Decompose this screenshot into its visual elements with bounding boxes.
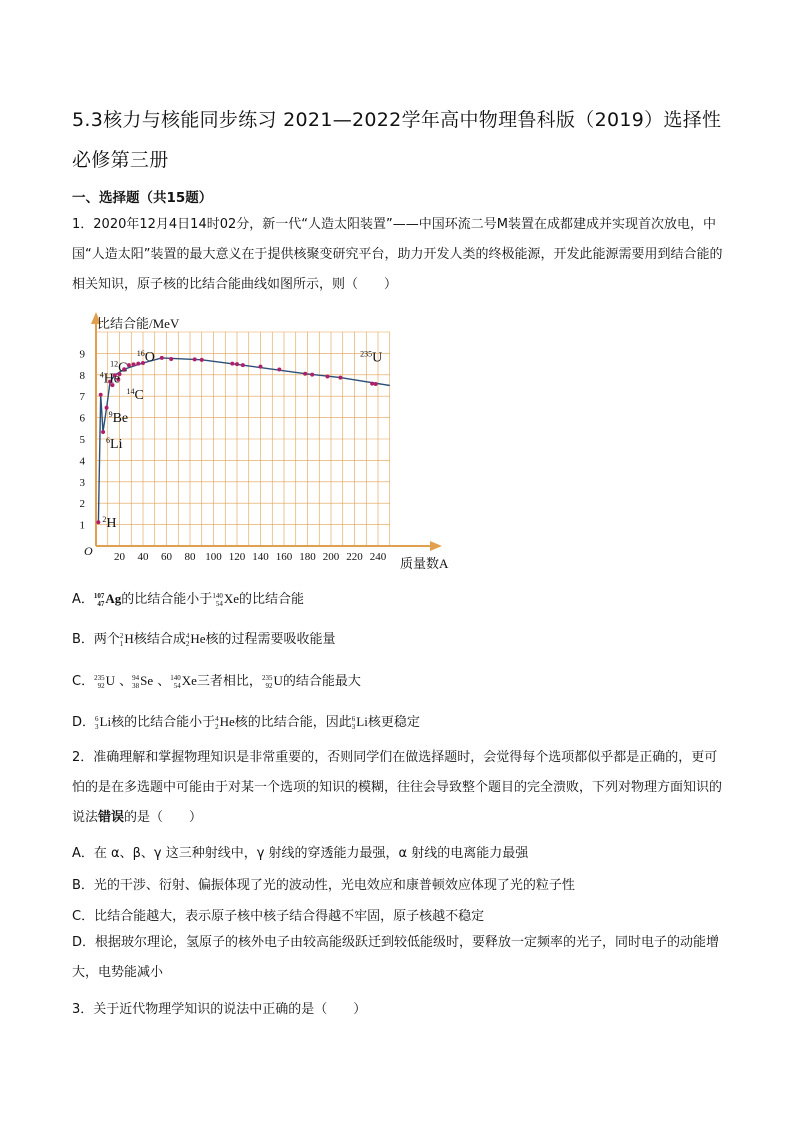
data-point [193, 357, 197, 361]
nuclide-xe140: 140 54 Xe [212, 591, 239, 609]
q2-option-a[interactable]: A．在 α、β、γ 这三种射线中，γ 射线的穿透能力最强，α 射线的电离能力最强 [72, 846, 529, 861]
question-1-text: 1．2020年12月4日14时02分，新一代“人造太阳装置”——中国环流二号M装置在成都建成并实现首次放电，中国“人造太阳”装置的最大意义在于提供核聚变研究平台，助力开发人类的终极能源，开发此能源需要用到结合能的相关知识，原子核的比结合能曲线如图所示，则（ ） [72, 217, 723, 292]
data-point [99, 393, 103, 397]
y-axis-label: 比结合能/MeV [97, 316, 180, 331]
x-tick-label: 60 [161, 551, 172, 563]
y-tick-label: 6 [79, 412, 85, 425]
y-tick-label: 4 [79, 455, 85, 468]
nuclide-ag107: 107 47 Ag [93, 591, 122, 609]
data-point [230, 362, 234, 366]
nuclide-label-235u: $^{235}$U [360, 349, 383, 366]
emphasis-wrong: 错误 [98, 810, 125, 825]
nuclide-label-14c: $^{14}$C [126, 387, 144, 404]
binding-energy-curve [98, 358, 389, 522]
nuclide-xe140: 140 54 Xe [170, 673, 197, 691]
data-point [96, 520, 100, 524]
x-tick-label: 100 [205, 551, 222, 563]
x-tick-label: 240 [369, 551, 387, 563]
q1-option-b[interactable]: B．两个 2 1 H核结合成 4 2 He核的过程需要吸收能量 [72, 631, 336, 649]
x-tick-label: 40 [137, 551, 149, 563]
nuclide-h2: 2 1 H [119, 631, 134, 649]
data-point [160, 356, 164, 360]
nuclide-label-2h: $^2$H [102, 515, 117, 532]
nuclide-label-6li: $^6$Li [106, 435, 123, 452]
data-point [303, 372, 307, 376]
nuclide-u235: 235 92 U [94, 673, 115, 691]
x-tick-label: 20 [114, 551, 125, 563]
nuclide-label-4he: $^4$He [99, 370, 121, 387]
nuclide-he4: 4 2 He [215, 714, 235, 732]
x-tick-label: 160 [275, 551, 293, 563]
data-point [374, 382, 378, 386]
data-point [338, 376, 342, 380]
x-axis-label: 质量数A [400, 556, 449, 571]
y-tick-label: 5 [79, 434, 85, 446]
data-point [259, 365, 263, 369]
nuclide-label-12c: $^{12}$C [110, 359, 128, 376]
q2-option-b[interactable]: B．光的干涉、衍射、偏振体现了光的波动性，光电效应和康普顿效应体现了光的粒子性 [72, 878, 575, 893]
nuclide-he4: 4 2 He [185, 631, 206, 649]
data-point [101, 430, 105, 434]
x-tick-label: 80 [184, 551, 196, 563]
option-a-letter: A． [72, 592, 94, 607]
x-tick-label: 140 [252, 551, 269, 563]
x-tick-label: 220 [346, 551, 363, 563]
data-point [325, 375, 329, 379]
data-point [127, 363, 131, 367]
binding-energy-chart [70, 310, 470, 575]
nuclide-se94: 94 38 Se [132, 673, 154, 691]
y-tick-label: 3 [79, 476, 85, 489]
document-title: 5.3核力与核能同步练习 2021—2022学年高中物理鲁科版（2019）选择性必修第三册 [72, 109, 722, 171]
data-point [132, 362, 136, 366]
x-tick-label: 120 [228, 551, 246, 563]
data-point [200, 358, 204, 362]
data-point [169, 357, 173, 361]
data-point [310, 373, 314, 377]
data-point [370, 382, 374, 386]
data-point [136, 362, 140, 366]
y-tick-label: 2 [79, 498, 85, 511]
question-3-text: 3．关于近代物理学知识的说法中正确的是（ ） [72, 1002, 367, 1017]
nuclide-label-16o: $^{16}$O [136, 349, 155, 366]
x-axis-arrow [430, 541, 442, 551]
x-tick-label: 180 [299, 551, 316, 563]
origin-label: O [84, 544, 93, 558]
q2-option-c[interactable]: C．比结合能越大，表示原子核中核子结合得越不牢固，原子核越不稳定 [72, 909, 485, 924]
y-tick-label: 1 [79, 519, 85, 532]
y-tick-label: 9 [79, 348, 85, 361]
q1-option-a[interactable]: A． 107 47 Ag的比结合能小于 140 54 Xe的比结合能 [72, 591, 304, 609]
x-tick-label: 200 [322, 551, 340, 563]
y-tick-label: 8 [79, 369, 85, 382]
nuclide-li6: 6 3 Li [95, 714, 112, 732]
nuclide-u235: 235 92 U [261, 673, 283, 691]
q1-option-c[interactable]: C． 235 92 U 、 94 38 Se 、 140 54 Xe三者相比， 235 92 U的结合能最大 [72, 673, 361, 691]
data-point [277, 367, 281, 371]
nuclide-label-9be: $^9$Be [108, 409, 129, 426]
question-2-text: 2．准确理解和掌握物理知识是非常重要的，否则同学们在做选择题时，会觉得每个选项都似乎都是正确的，更可怕的是在多选题中可能由于对某一个选项的知识的模糊，往往会导致整个题目的完全溃败，下列对物理方面知识的说法错误的是（ ） [72, 750, 723, 825]
data-point [241, 363, 245, 367]
y-tick-label: 7 [79, 391, 85, 404]
section-heading: 一、选择题（共15题） [72, 190, 213, 206]
q1-option-d[interactable]: D． 6 3 Li核的比结合能小于 4 2 He核的比结合能，因此 6 3 Li核更稳定 [72, 714, 420, 732]
tick-labels [80, 348, 387, 563]
data-point [235, 362, 239, 366]
q2-option-d[interactable]: D．根据玻尔理论，氢原子的核外电子由较高能级跃迁到较低能级时，要释放一定频率的光子，同时电子的动能增大，电势能减小 [72, 935, 720, 980]
nuclide-li6: 6 3 Li [351, 714, 368, 732]
